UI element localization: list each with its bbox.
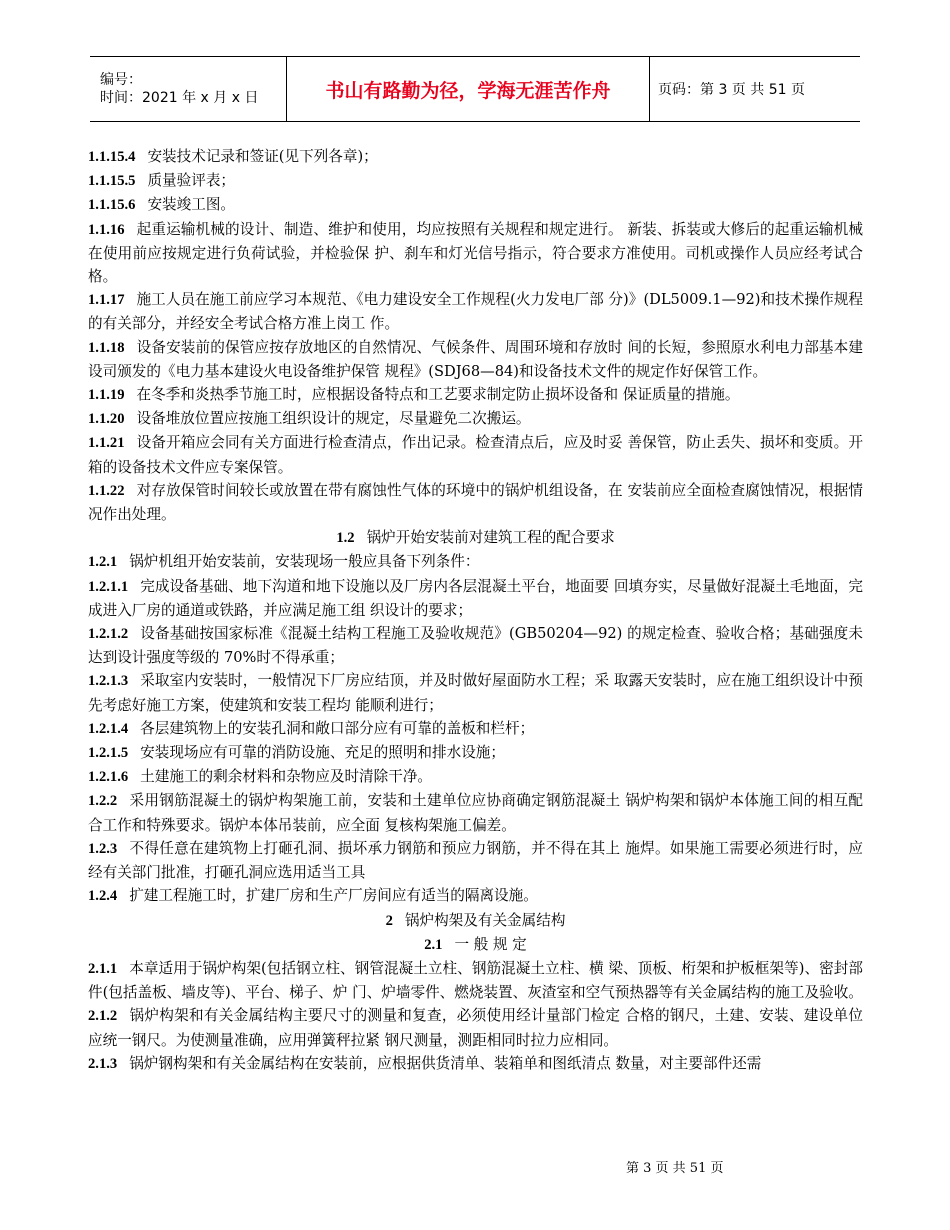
clause-number: 1.1.18 (88, 339, 125, 356)
clause-paragraph (88, 789, 863, 836)
clause-paragraph (88, 957, 863, 1004)
clause-paragraph (88, 669, 863, 716)
clause-number: 1.1.15.4 (88, 149, 136, 165)
clause-text: 设备安装前的保管应按存放地区的自然情况、气候条件、周围环境和存放时 间的长短，参照原水利电力部基本建设司颁发的《电力基本建设火电设备维护保管 规程》(SDJ68—84)和设备技术文件的规定作好保管工作。 (88, 338, 863, 380)
clause-number: 1.2.1.1 (88, 578, 129, 595)
clause-text: 安装竣工图。 (147, 196, 236, 214)
clause-paragraph (88, 431, 863, 478)
clause-number: 1.1.15.5 (88, 173, 136, 190)
clause-text: 设备开箱应会同有关方面进行检查清点，作出记录。检查清点后，应及时妥 善保管，防止丢失、损坏和变质。开箱的设备技术文件应专案保管。 (88, 434, 863, 476)
clause-text: 采用钢筋混凝土的锅炉构架施工前，安装和土建单位应协商确定钢筋混凝土 锅炉构架和锅炉本体施工间的相互配合工作和特殊要求。锅炉本体吊装前，应全面 复核构架施工偏差。 (88, 792, 863, 834)
clause-text: 不得任意在建筑物上打砸孔洞、损坏承力钢筋和预应力钢筋，并不得在其上 施焊。如果施工需要必须进行时，应经有关部门批准，打砸孔洞应选用适当工具 (88, 839, 863, 882)
clause-paragraph (88, 218, 863, 289)
header-page-info: 页码：第 3 页 共 51 页 (658, 82, 805, 98)
clause-paragraph (88, 717, 863, 741)
clause-number: 1.2.1 (88, 554, 118, 571)
clause-text: 质量验评表； (147, 172, 236, 190)
clause-text: 锅炉构架和有关金属结构主要尺寸的测量和复查，必须使用经计量部门检定 合格的钢尺，土建、安装、建设单位应统一钢尺。为使测量准确，应用弹簧秤拉紧 钢尺测量，测距相同时拉力应相同。 (88, 1007, 863, 1049)
clause-text: 一 般 规 定 (454, 935, 527, 953)
clause-text: 锅炉开始安装前对建筑工程的配合要求 (366, 529, 615, 547)
clause-paragraph (88, 1004, 863, 1051)
clause-number: 1.2.2 (88, 793, 118, 810)
clause-text: 土建施工的剩余材料和杂物应及时清除干净。 (140, 768, 433, 786)
section-heading (88, 933, 863, 957)
clause-number: 1.2.4 (88, 888, 118, 905)
clause-paragraph (88, 169, 863, 193)
clause-number: 1.2.1.5 (88, 745, 129, 762)
clause-paragraph (88, 575, 863, 622)
clause-text: 锅炉机组开始安装前，安装现场一般应具备下列条件： (129, 553, 480, 571)
clause-text: 安装技术记录和签证(见下列各章)； (147, 148, 378, 165)
clause-paragraph (88, 1052, 863, 1076)
clause-text: 各层建筑物上的安装孔洞和敞口部分应有可靠的盖板和栏杆； (140, 719, 535, 737)
clause-text: 本章适用于锅炉构架(包括钢立柱、钢管混凝土立柱、钢筋混凝土立柱、横 梁、顶板、桁架和护板框架等)、密封部件(包括盖板、墙皮等)、平台、梯子、炉 门、炉墙零件、燃烧装置、灰渣室和空气预热器等有关金属结构的施工及验收。 (88, 959, 863, 1002)
clause-text: 锅炉构架及有关金属结构 (404, 911, 566, 929)
document-code-label: 编号： (100, 72, 142, 88)
clause-paragraph (88, 383, 863, 407)
section-heading (88, 526, 863, 550)
clause-number: 1.1.15.6 (88, 197, 136, 214)
clause-paragraph (88, 765, 863, 789)
clause-paragraph (88, 407, 863, 431)
document-date-label: 时间：2021 年 x 月 x 日 (100, 90, 259, 106)
clause-paragraph (88, 884, 863, 908)
clause-number: 1.1.16 (88, 221, 125, 238)
clause-number: 1.1.19 (88, 387, 125, 404)
section-heading (88, 909, 863, 933)
clause-number: 2.1 (424, 936, 443, 953)
clause-number: 1.2 (336, 530, 355, 547)
clause-number: 2 (385, 912, 393, 929)
clause-number: 2.1.1 (88, 960, 118, 977)
clause-text: 对存放保管时间较长或放置在带有腐蚀性气体的环境中的锅炉机组设备，在 安装前应全面检查腐蚀情况，根据情况作出处理。 (88, 481, 863, 524)
clause-paragraph (88, 288, 863, 335)
clause-number: 1.2.1.2 (88, 626, 129, 643)
clause-number: 1.2.1.3 (88, 673, 129, 690)
clause-paragraph (88, 837, 863, 884)
clause-number: 1.1.17 (88, 292, 125, 309)
clause-number: 1.1.20 (88, 411, 125, 428)
clause-text: 扩建工程施工时，扩建厂房和生产厂房间应有适当的隔离设施。 (129, 887, 538, 905)
clause-number: 1.2.1.4 (88, 720, 129, 737)
clause-text: 设备基础按国家标准《混凝土结构工程施工及验收规范》(GB50204—92) 的规定检查、验收合格；基础强度未达到设计强度等级的 70%时不得承重； (88, 625, 863, 667)
clause-number: 1.2.1.6 (88, 769, 129, 786)
clause-paragraph (88, 336, 863, 383)
page-header (90, 56, 860, 122)
clause-number: 1.1.21 (88, 435, 125, 452)
clause-text: 安装现场应有可靠的消防设施、充足的照明和排水设施； (140, 744, 505, 762)
clause-paragraph (88, 145, 863, 169)
clause-paragraph (88, 479, 863, 526)
clause-text: 完成设备基础、地下沟道和地下设施以及厂房内各层混凝土平台，地面要 回填夯实，尽量做好混凝土毛地面，完成进入厂房的通道或铁路，并应满足施工组 织设计的要求； (88, 577, 863, 619)
header-left-cell (90, 57, 286, 121)
clause-text: 锅炉钢构架和有关金属结构在安装前，应根据供货清单、装箱单和图纸清点 数量，对主要部件还需 (129, 1054, 762, 1072)
clause-paragraph (88, 741, 863, 765)
header-motto: 书山有路勤为径，学海无涯苦作舟 (286, 57, 650, 121)
clause-text: 设备堆放位置应按施工组织设计的规定，尽量避免二次搬运。 (136, 410, 531, 428)
clause-paragraph (88, 550, 863, 574)
clause-paragraph (88, 193, 863, 217)
clause-paragraph (88, 622, 863, 669)
clause-number: 2.1.2 (88, 1008, 118, 1025)
clause-text: 起重运输机械的设计、制造、维护和使用，均应按照有关规程和规定进行。 新装、拆装或大修后的起重运输机械在使用前应按规定进行负荷试验，并检验保 护、刹车和灯光信号指示，符合要求方准使用。司机或操作人员应经考试合格。 (88, 220, 863, 286)
clause-text: 采取室内安装时，一般情况下厂房应结顶，并及时做好屋面防水工程；采 取露天安装时，应在施工组织设计中预先考虑好施工方案，使建筑和安装工程均 能顺利进行； (88, 672, 863, 714)
document-body (88, 145, 863, 1076)
footer-page-number: 第 3 页 共 51 页 (626, 1161, 724, 1176)
clause-text: 施工人员在施工前应学习本规范、《电力建设安全工作规程(火力发电厂部 分)》(DL5009.1—92)和技术操作规程的有关部分，并经安全考试合格方准上岗工 作。 (88, 291, 863, 333)
clause-number: 1.1.22 (88, 482, 125, 499)
clause-number: 2.1.3 (88, 1055, 118, 1072)
clause-text: 在冬季和炎热季节施工时，应根据设备特点和工艺要求制定防止损坏设备和 保证质量的措施。 (136, 386, 740, 404)
clause-number: 1.2.3 (88, 840, 118, 857)
